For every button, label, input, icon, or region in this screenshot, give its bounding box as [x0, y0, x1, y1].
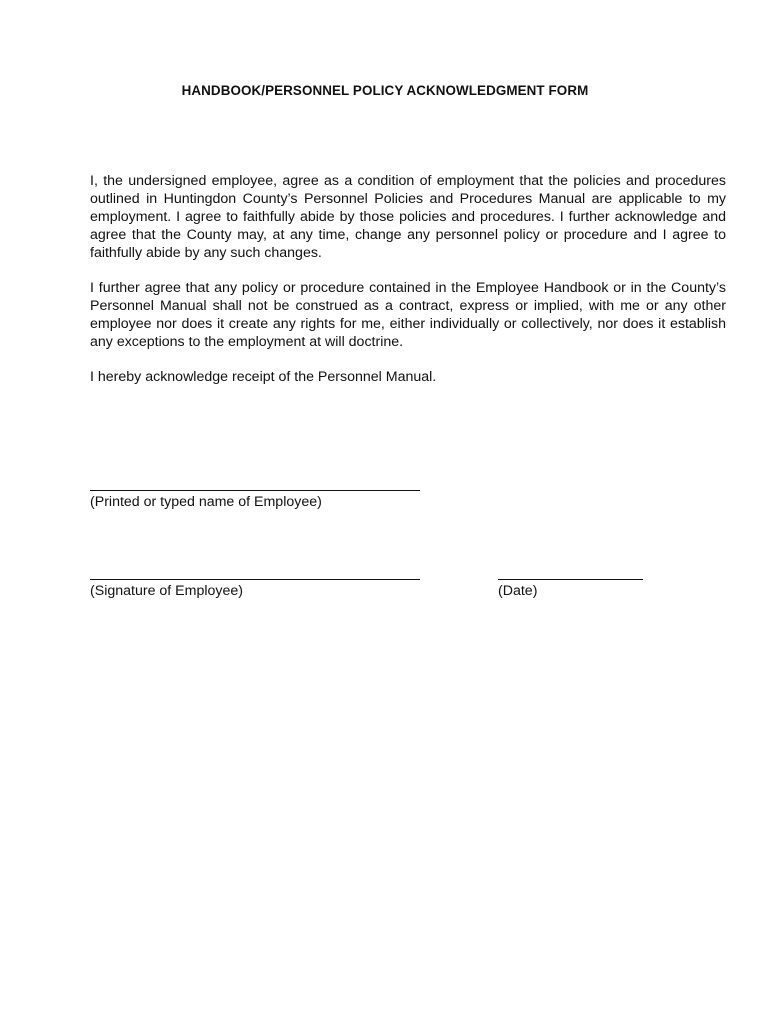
paragraph-agreement: I, the undersigned employee, agree as a condition of employment that the policies and procedures outlined in Huntingdon County’s Personnel Policies and Procedures Manual are applicable to my employment. I agree to faithfully abide by those policies and procedures. I further acknowledge and agree that the County may, at any time, change any personnel policy or procedure and I agree to faithfully abide by any such changes.	[90, 173, 726, 261]
printed-name-field[interactable]	[90, 490, 420, 511]
date-label: (Date)	[498, 583, 538, 599]
date-field[interactable]	[498, 579, 643, 600]
form-title: HANDBOOK/PERSONNEL POLICY ACKNOWLEDGMENT FORM	[181, 83, 589, 98]
paragraph-no-contract: I further agree that any policy or procedure contained in the Employee Handbook or in the County’s Personnel Manual shall not be construed as a contract, express or implied, with me or any other employee nor does it create any rights for me, either individually or collectively, nor does it establish any exceptions to the employment at will doctrine.	[90, 280, 726, 350]
signature-label: (Signature of Employee)	[90, 583, 243, 599]
signature-field[interactable]	[90, 579, 420, 600]
signature-line[interactable]	[90, 579, 420, 580]
paragraph-receipt: I hereby acknowledge receipt of the Personnel Manual.	[90, 369, 437, 385]
date-line[interactable]	[498, 579, 643, 580]
printed-name-label: (Printed or typed name of Employee)	[90, 494, 322, 510]
printed-name-line[interactable]	[90, 490, 420, 491]
